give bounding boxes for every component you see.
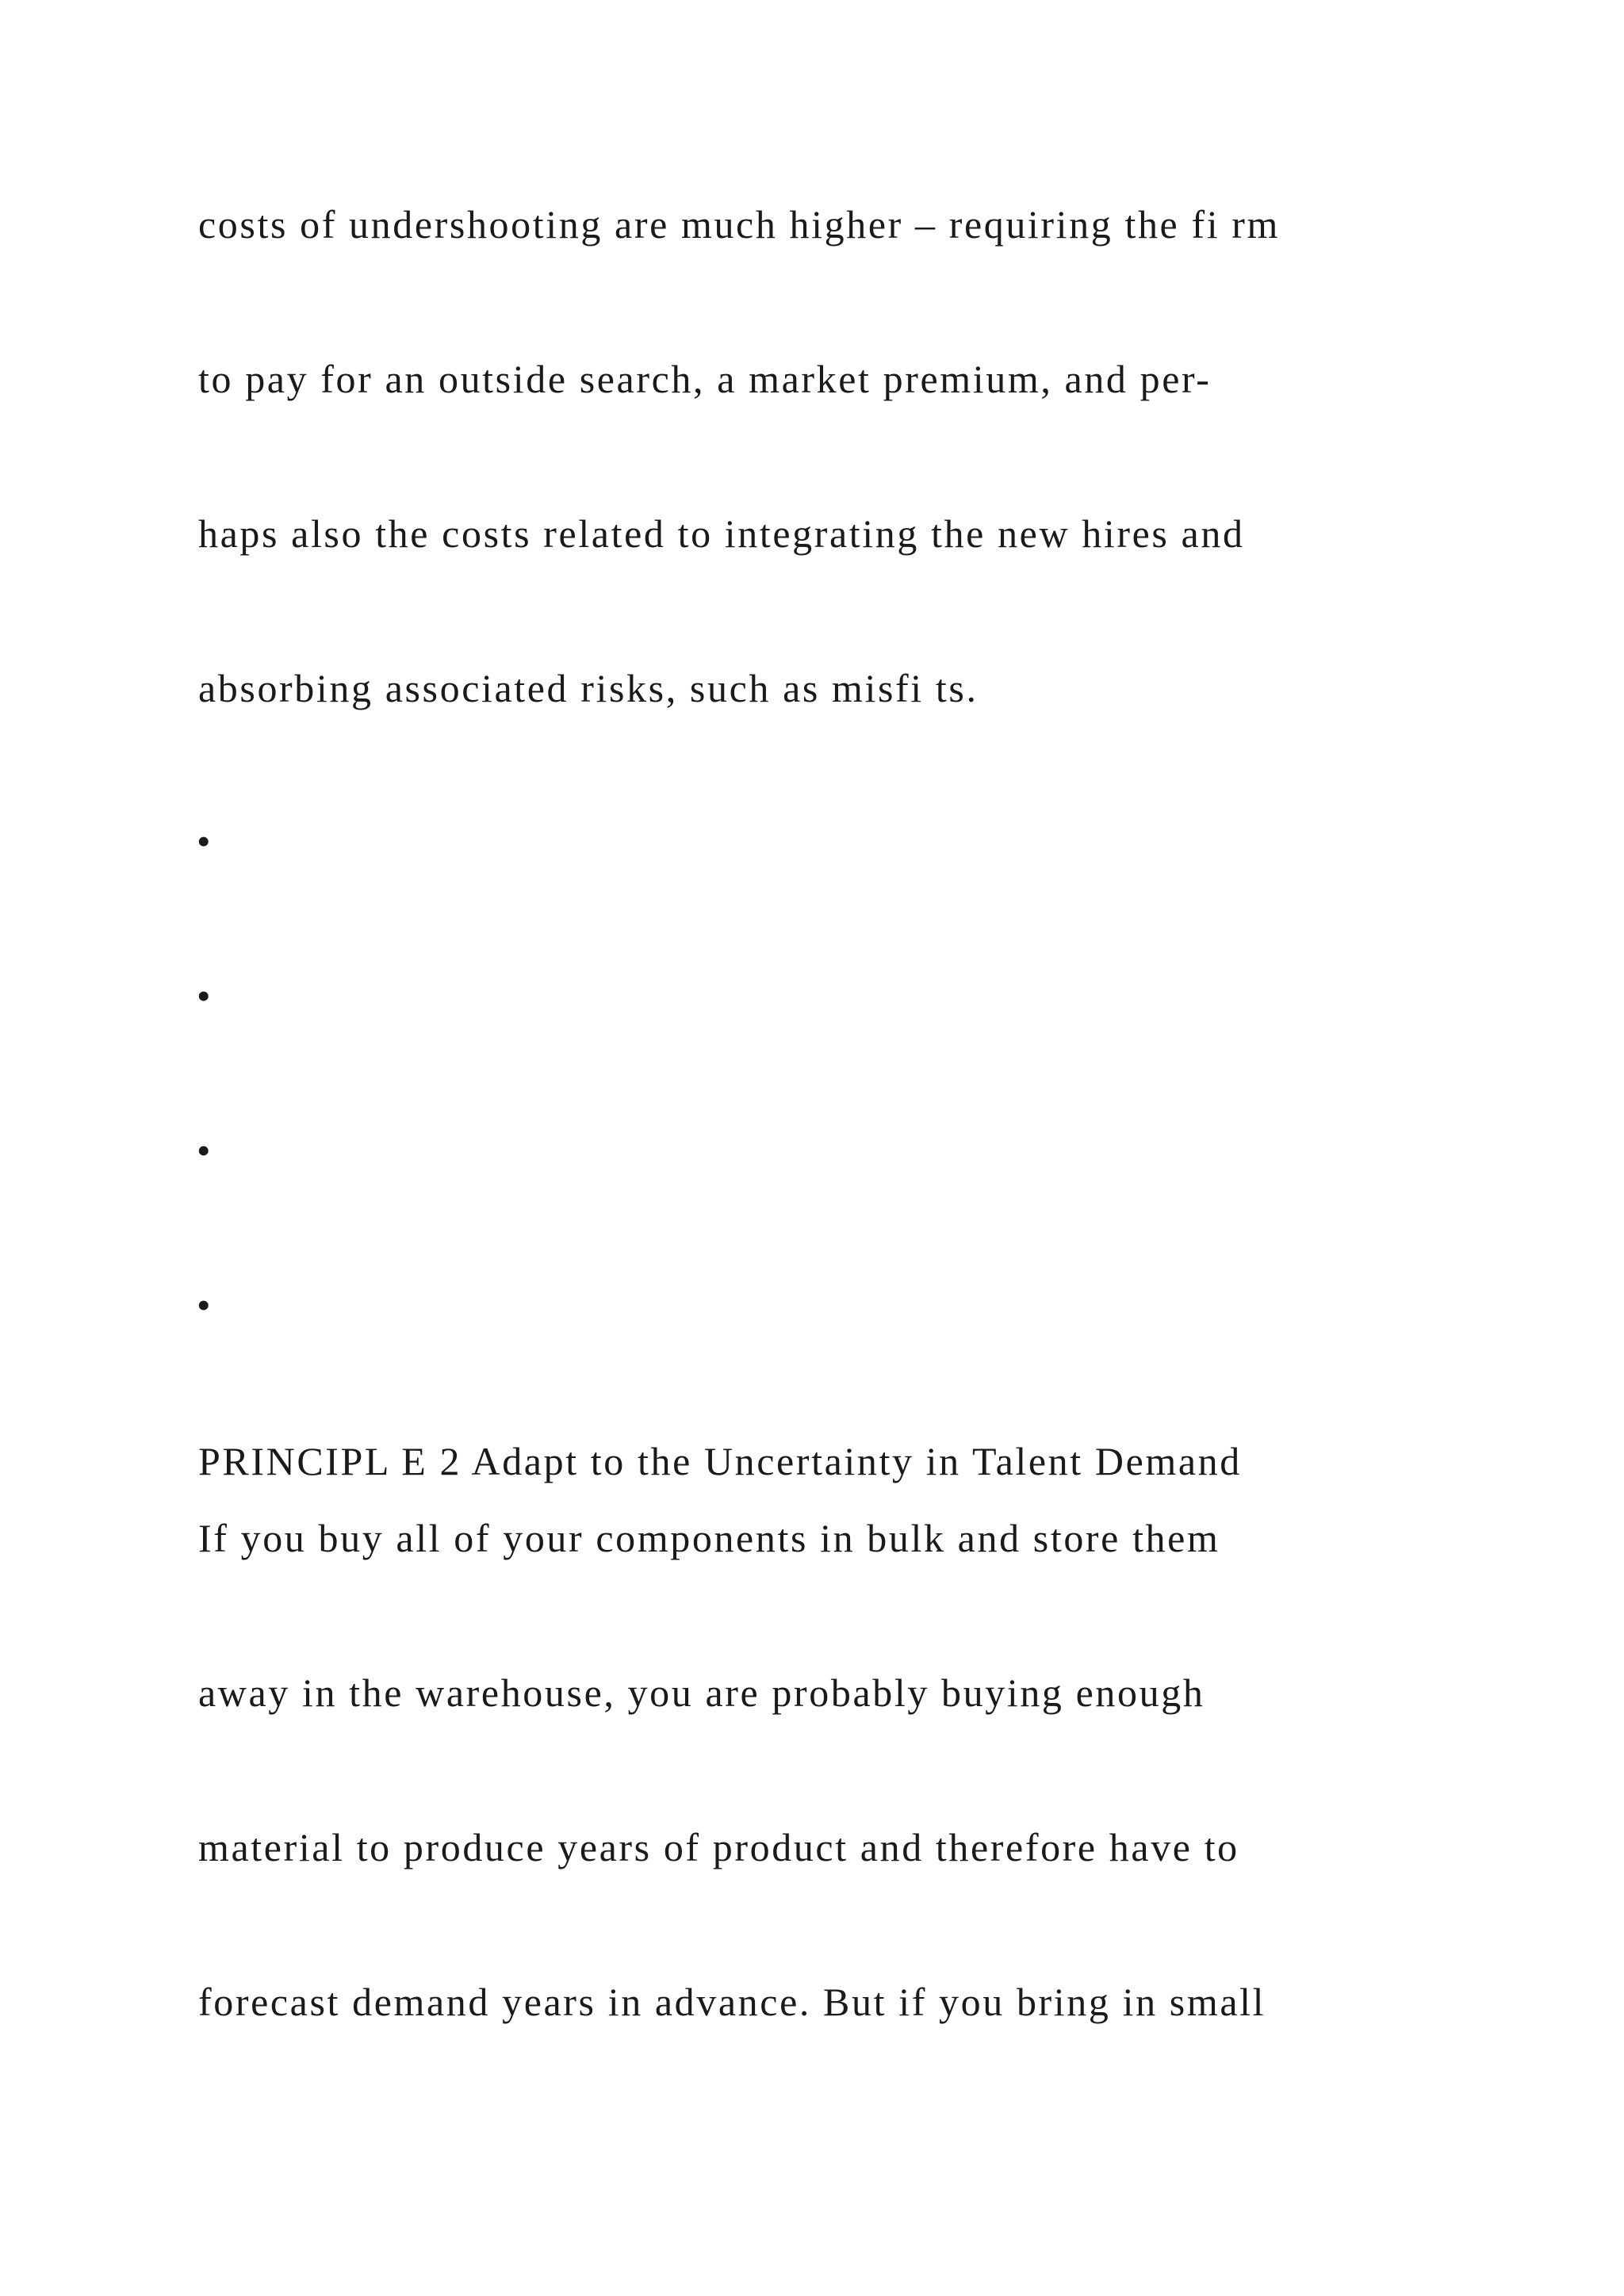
bullet-point: •	[197, 1283, 211, 1327]
text-line: to pay for an outside search, a market premium, and per-	[198, 357, 1212, 401]
text-line: haps also the costs related to integrating the new hires and	[198, 511, 1245, 556]
text-line: away in the warehouse, you are probably buying enough	[198, 1670, 1205, 1715]
text-line: forecast demand years in advance. But if you bring in small	[198, 1980, 1266, 2024]
bullet-point: •	[197, 974, 211, 1018]
text-line: absorbing associated risks, such as misfi ts.	[198, 666, 979, 710]
section-heading: PRINCIPL E 2 Adapt to the Uncertainty in Talent Demand	[198, 1439, 1242, 1483]
text-line: If you buy all of your components in bulk and store them	[198, 1516, 1220, 1560]
bullet-point: •	[197, 1128, 211, 1173]
text-line: costs of undershooting are much higher – requiring the fi rm	[198, 202, 1281, 247]
bullet-point: •	[197, 819, 211, 863]
text-line: material to produce years of product and therefore have to	[198, 1825, 1239, 1869]
